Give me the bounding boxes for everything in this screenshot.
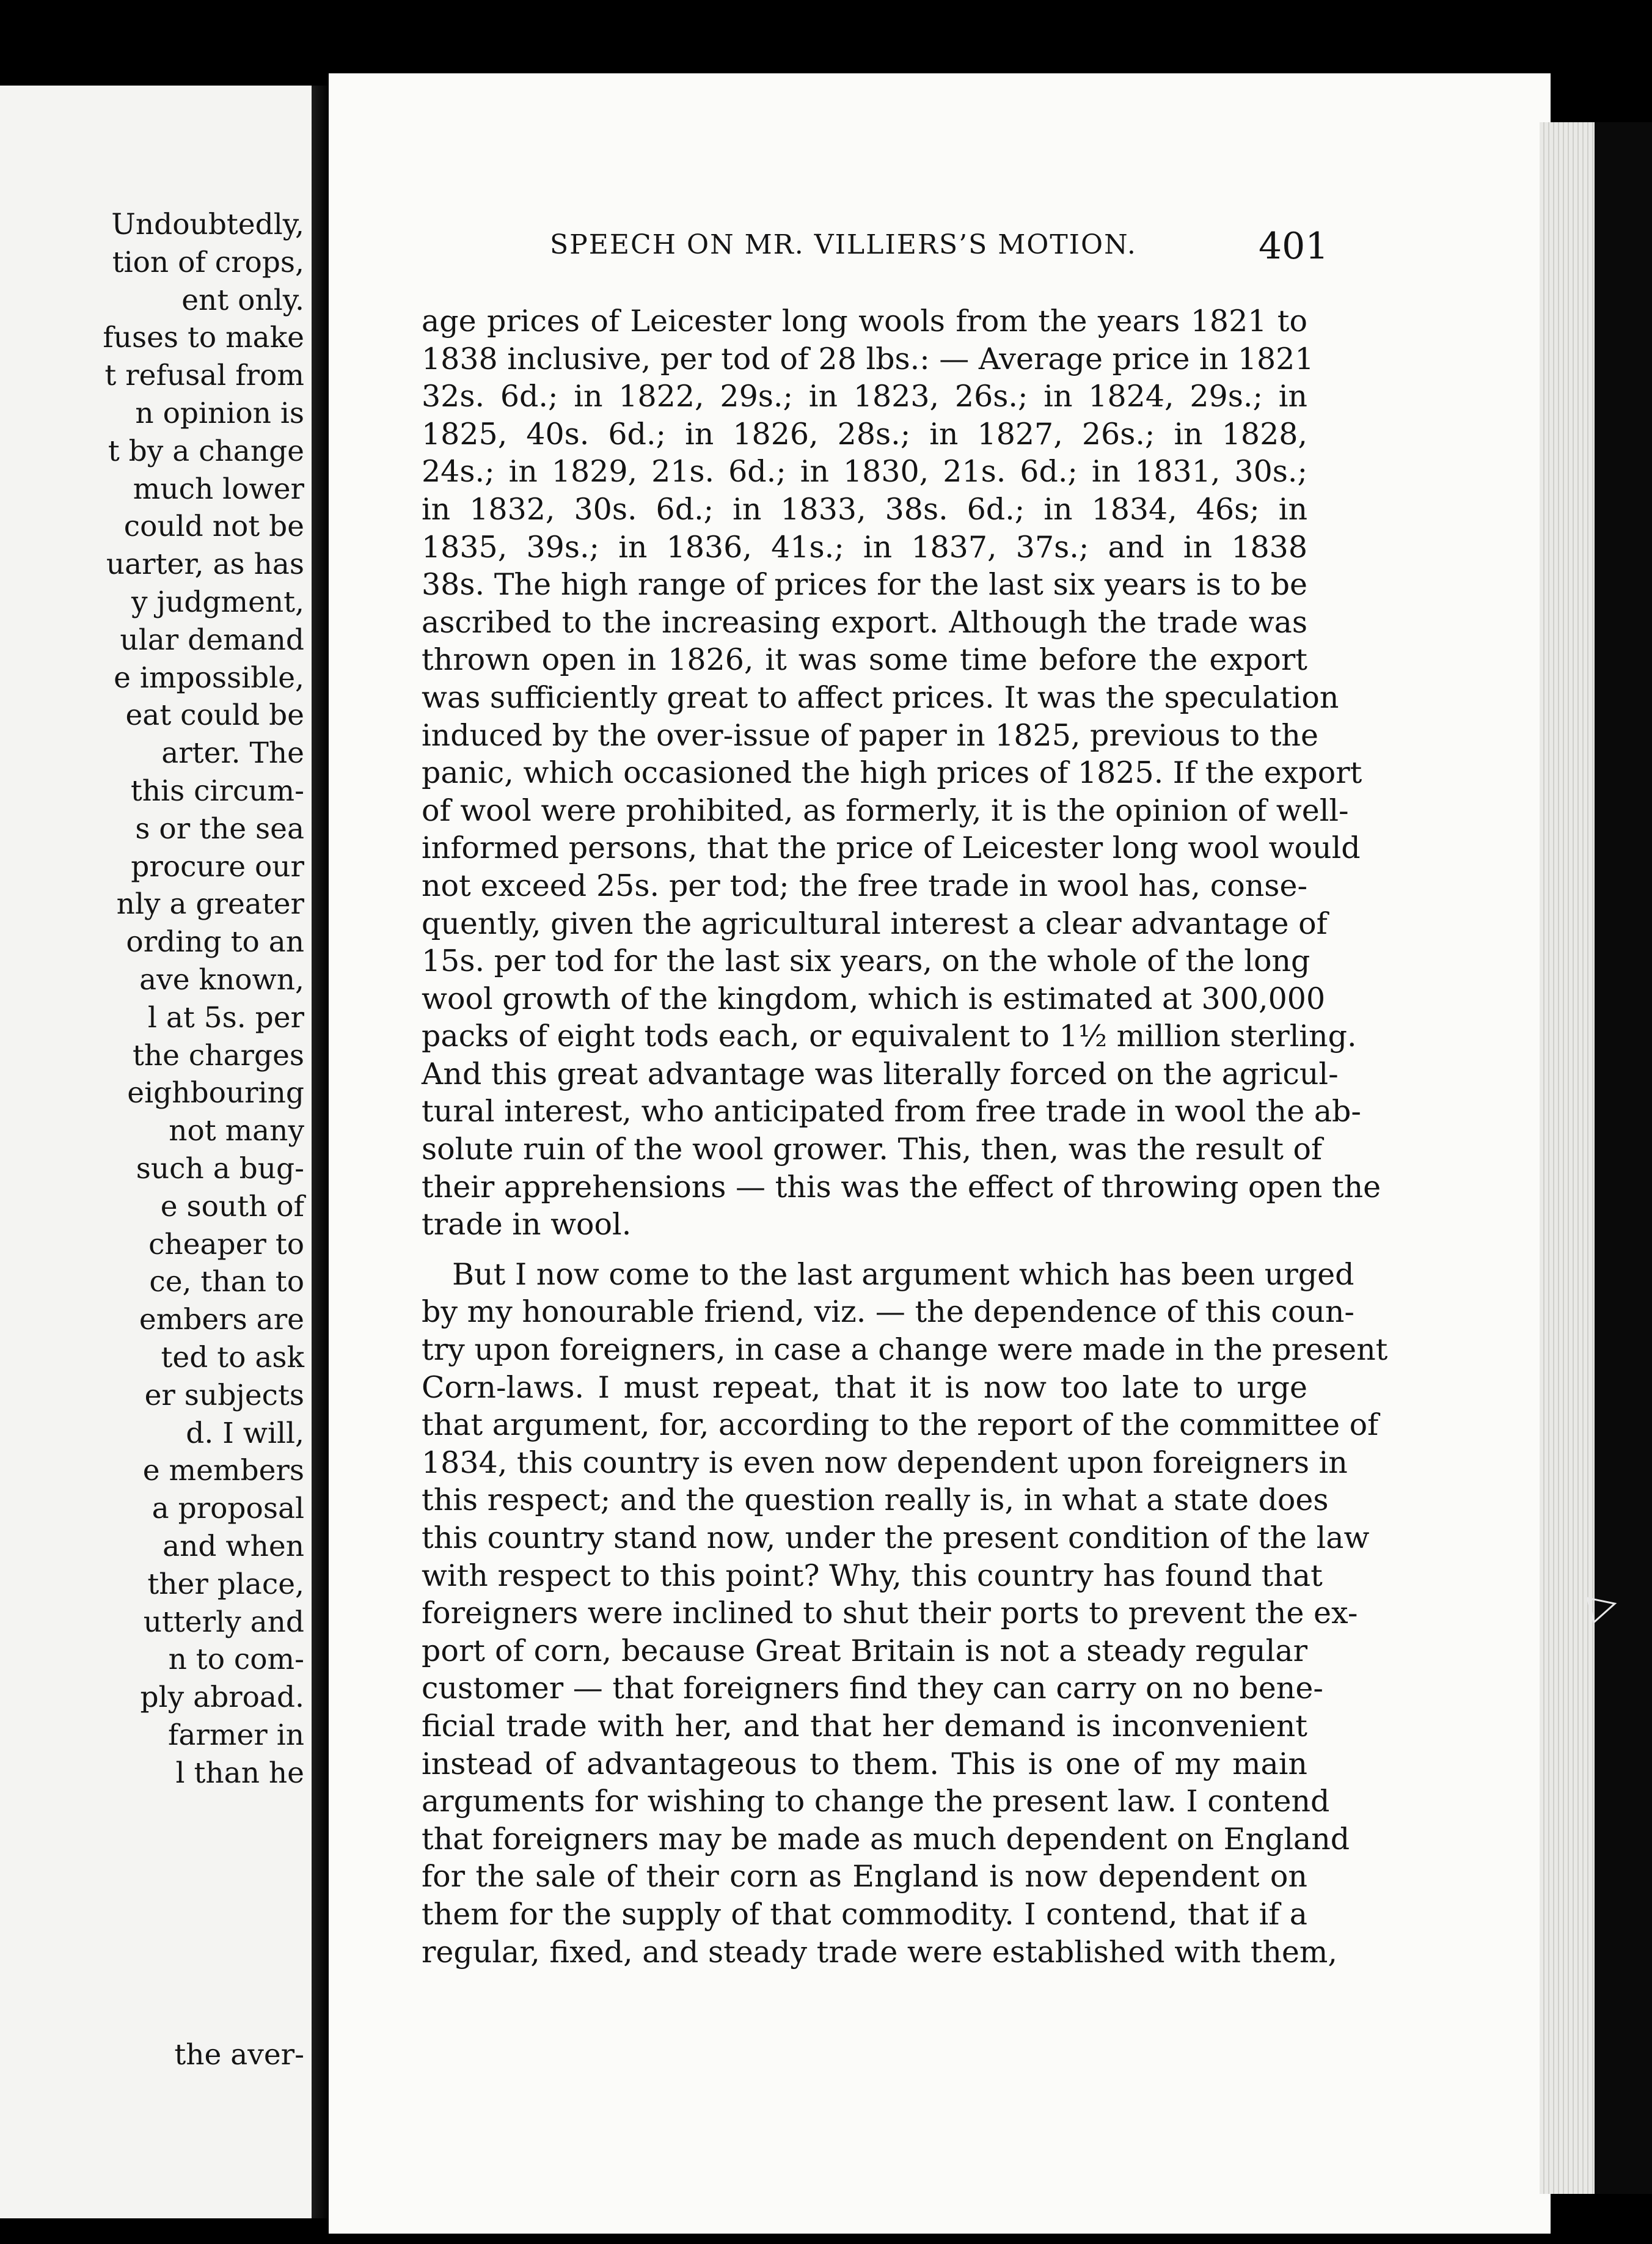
facing-page-line: n opinion is [135, 397, 304, 430]
margin-mark: ▷ [1583, 1580, 1622, 1629]
text-line: this respect; and the question really is, in what a state does [422, 1483, 1329, 1518]
facing-page-line: e south of [160, 1189, 304, 1223]
facing-page-line: t by a change [108, 434, 304, 468]
facing-page-line: utterly and [143, 1605, 304, 1639]
page-edges [1540, 122, 1595, 2194]
text-line: by my honourable friend, viz. — the dependence of this coun- [422, 1294, 1354, 1330]
facing-page-line: l than he [175, 1756, 304, 1790]
facing-page-line: ular demand [120, 623, 304, 657]
facing-page-left [0, 86, 312, 2218]
facing-page-line: such a bug- [136, 1152, 304, 1186]
facing-page-line: procure our [131, 849, 304, 884]
facing-page-line: arter. The [161, 736, 304, 771]
book-gutter [312, 86, 330, 2218]
facing-page-line: eat could be [125, 698, 304, 733]
text-line: try upon foreigners, in case a change were made in the present [422, 1332, 1388, 1368]
text-line: ficial trade with her, and that her demand is inconvenient [422, 1708, 1307, 1744]
text-line: port of corn, because Great Britain is not a steady regular [422, 1633, 1307, 1668]
text-line: customer — that foreigners find they can carry on no bene- [422, 1671, 1323, 1706]
text-line: that argument, for, according to the report of the committee of [422, 1407, 1379, 1443]
text-line: wool growth of the kingdom, which is estimated at 300,000 [422, 981, 1326, 1016]
facing-page-line: Undoubtedly, [111, 208, 304, 241]
facing-page-line: the aver- [174, 2038, 304, 2072]
text-line: with respect to this point? Why, this country has found that [422, 1558, 1323, 1593]
text-line: them for the supply of that commodity. I contend, that if a [422, 1896, 1307, 1932]
facing-page-line: farmer in [168, 1718, 304, 1752]
text-line: that foreigners may be made as much dependent on England [422, 1821, 1350, 1857]
facing-page-line: and when [163, 1530, 304, 1563]
facing-page-line: e members [142, 1454, 304, 1488]
text-line: of wool were prohibited, as formerly, it is the opinion of well- [422, 793, 1349, 828]
text-line: ascribed to the increasing export. Although the trade was [422, 604, 1307, 640]
text-line: this country stand now, under the present condition of the law [422, 1520, 1370, 1555]
text-line: instead of advantageous to them. This is one of my main [422, 1746, 1307, 1781]
text-line: solute ruin of the wool grower. This, then, was the result of [422, 1132, 1323, 1167]
facing-page-line: tion of crops, [112, 245, 304, 279]
text-line: foreigners were inclined to shut their ports to prevent the ex- [422, 1596, 1358, 1631]
facing-page-line: d. I will, [186, 1416, 304, 1450]
facing-page-line: t refusal from [104, 359, 304, 393]
facing-page-line: n to com- [168, 1643, 304, 1677]
text-line: packs of eight tods each, or equivalent to 1½ million sterling. [422, 1019, 1357, 1054]
facing-page-line: er subjects [144, 1378, 304, 1412]
text-line: their apprehensions — this was the effect of throwing open the [422, 1169, 1381, 1204]
facing-page-line: much lower [133, 472, 304, 506]
facing-page-line: y judgment, [131, 585, 304, 619]
facing-page-line: l at 5s. per [147, 1000, 304, 1035]
text-line: in 1832, 30s. 6d.; in 1833, 38s. 6d.; in 1834, 46s; in [422, 491, 1307, 527]
text-line: trade in wool. [422, 1207, 632, 1242]
text-line: 1835, 39s.; in 1836, 41s.; in 1837, 37s.; and in 1838 [422, 529, 1307, 565]
text-line: regular, fixed, and steady trade were established with them, [422, 1934, 1337, 1970]
text-line: quently, given the agricultural interest a clear advantage of [422, 906, 1328, 941]
text-line: And this great advantage was literally forced on the agricul- [422, 1056, 1339, 1091]
facing-page-line: could not be [123, 510, 304, 544]
facing-page-line: a proposal [152, 1492, 304, 1526]
facing-page-line: e impossible, [114, 661, 304, 695]
text-line: for the sale of their corn as England is now dependent on [422, 1859, 1307, 1894]
text-line: informed persons, that the price of Leicester long wool would [422, 831, 1361, 866]
text-line: 32s. 6d.; in 1822, 29s.; in 1823, 26s.; in 1824, 29s.; in [422, 379, 1307, 414]
text-line: But I now come to the last argument which has been urged [452, 1256, 1354, 1292]
text-line: Corn-laws. I must repeat, that it is now too late to urge [422, 1370, 1307, 1405]
running-head: SPEECH ON MR. VILLIERS’S MOTION. [550, 229, 1137, 260]
facing-page-line: ave known, [139, 963, 304, 997]
text-line: 1838 inclusive, per tod of 28 lbs.: — Average price in 1821 [422, 341, 1314, 376]
facing-page-line: ce, than to [149, 1265, 304, 1299]
facing-page-line: the charges [132, 1038, 304, 1072]
text-line: tural interest, who anticipated from free trade in wool the ab- [422, 1094, 1361, 1129]
facing-page-line: ted to ask [161, 1341, 304, 1374]
text-line: thrown open in 1826, it was some time before the export [422, 642, 1307, 678]
text-line: 15s. per tod for the last six years, on the whole of the long [422, 944, 1310, 979]
facing-page-line: embers are [139, 1303, 304, 1337]
facing-page-line: ording to an [126, 925, 304, 959]
facing-page-line: ent only. [181, 283, 304, 317]
facing-page-line: uarter, as has [106, 548, 304, 582]
facing-page-line: cheaper to [148, 1227, 304, 1261]
body-text [422, 302, 1388, 1971]
page-number: 401 [1259, 225, 1329, 268]
facing-page-line: not many [169, 1114, 304, 1148]
text-line: 1834, this country is even now dependent upon foreigners in [422, 1445, 1348, 1480]
text-line: arguments for wishing to change the present law. I contend [422, 1784, 1330, 1819]
facing-page-line: nly a greater [116, 887, 304, 922]
facing-page-line: fuses to make [103, 321, 304, 355]
text-line: was sufficiently great to affect prices. It was the speculation [422, 680, 1339, 715]
facing-page-line: this circum- [130, 774, 304, 808]
facing-page-line: eighbouring [127, 1076, 304, 1110]
text-line: not exceed 25s. per tod; the free trade in wool has, conse- [422, 868, 1307, 903]
text-line: age prices of Leicester long wools from the years 1821 to [422, 304, 1307, 339]
text-line: 24s.; in 1829, 21s. 6d.; in 1830, 21s. 6d.; in 1831, 30s.; [422, 454, 1307, 490]
facing-page-line: s or the sea [135, 812, 304, 846]
edge-shadow [1595, 122, 1652, 2194]
text-line: 38s. The high range of prices for the last six years is to be [422, 567, 1307, 603]
text-line: induced by the over-issue of paper in 1825, previous to the [422, 717, 1318, 753]
text-line: 1825, 40s. 6d.; in 1826, 28s.; in 1827, 26s.; in 1828, [422, 416, 1307, 452]
facing-page-line: ply abroad. [140, 1681, 304, 1715]
facing-page-line: ther place, [147, 1567, 304, 1601]
text-line: panic, which occasioned the high prices of 1825. If the export [422, 755, 1362, 791]
